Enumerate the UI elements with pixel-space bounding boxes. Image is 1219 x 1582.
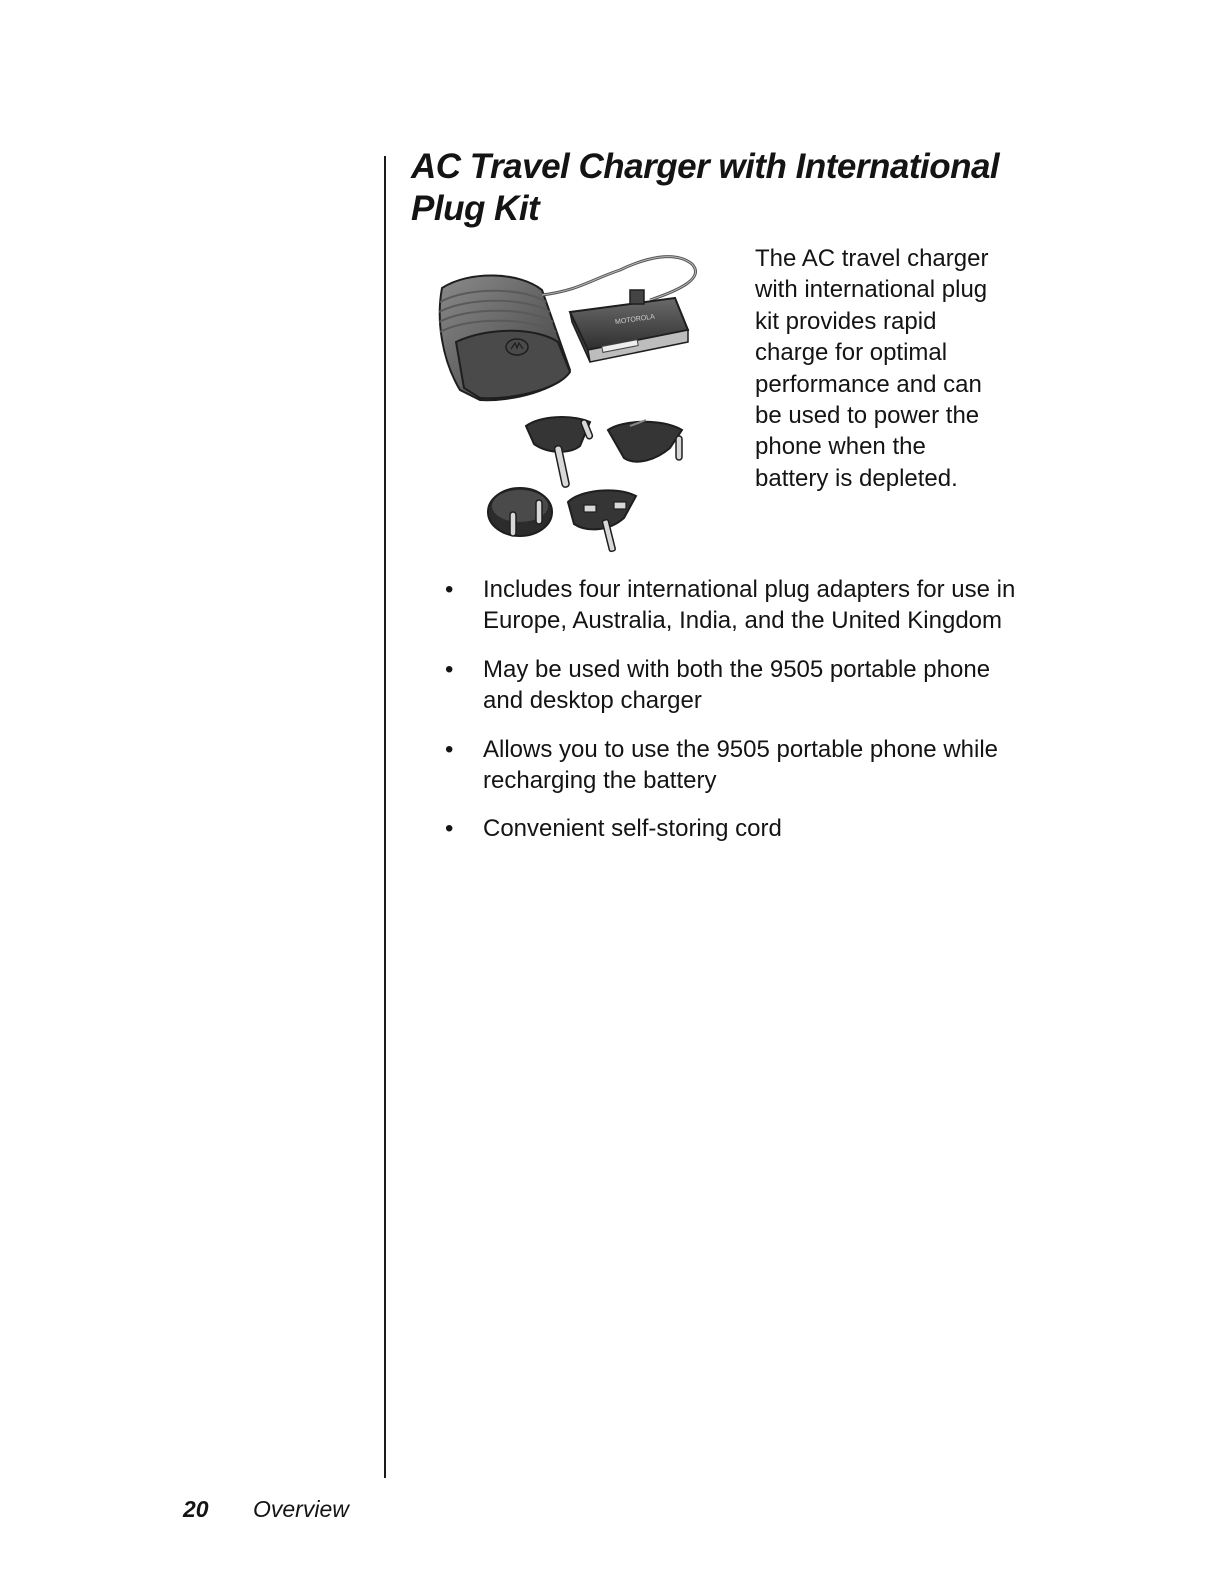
feature-list (440, 574, 1020, 862)
bullet-icon: • (445, 655, 454, 683)
page-number: 20 (183, 1496, 209, 1522)
list-item-text: Convenient self-storing cord (483, 815, 782, 843)
uk-plug-adapter (568, 490, 636, 551)
europe-plug-adapter (526, 417, 593, 488)
description-text: The AC travel charger with international plug kit provides rapid charge for optimal performance and can be used to power the phone when the battery is depleted. (755, 245, 989, 492)
bullet-icon: • (445, 735, 454, 763)
list-item-text: Includes four international plug adapters for use in Europe, Australia, India, and the United Kingdom (483, 576, 1016, 635)
list-item (440, 813, 1020, 844)
list-item-text: Allows you to use the 9505 portable phone while recharging the battery (483, 735, 999, 795)
list-item (440, 654, 1020, 717)
list-item (440, 734, 1020, 797)
bullet-icon: • (445, 576, 454, 603)
india-plug-adapter (488, 488, 552, 536)
list-item (440, 574, 1020, 637)
connector-brand-text: MOTOROLA (614, 313, 656, 327)
list-item-text: May be used with both the 9505 portable phone and desktop charger (483, 655, 991, 715)
section-name: Overview (253, 1496, 349, 1522)
australia-plug-adapter (608, 420, 682, 462)
section-heading: AC Travel Charger with International Plug Kit (411, 147, 1000, 228)
margin-rule (384, 156, 386, 1478)
bullet-icon: • (445, 815, 454, 843)
phone-connector (570, 290, 688, 362)
charger-plug-kit-illustration (430, 250, 715, 560)
